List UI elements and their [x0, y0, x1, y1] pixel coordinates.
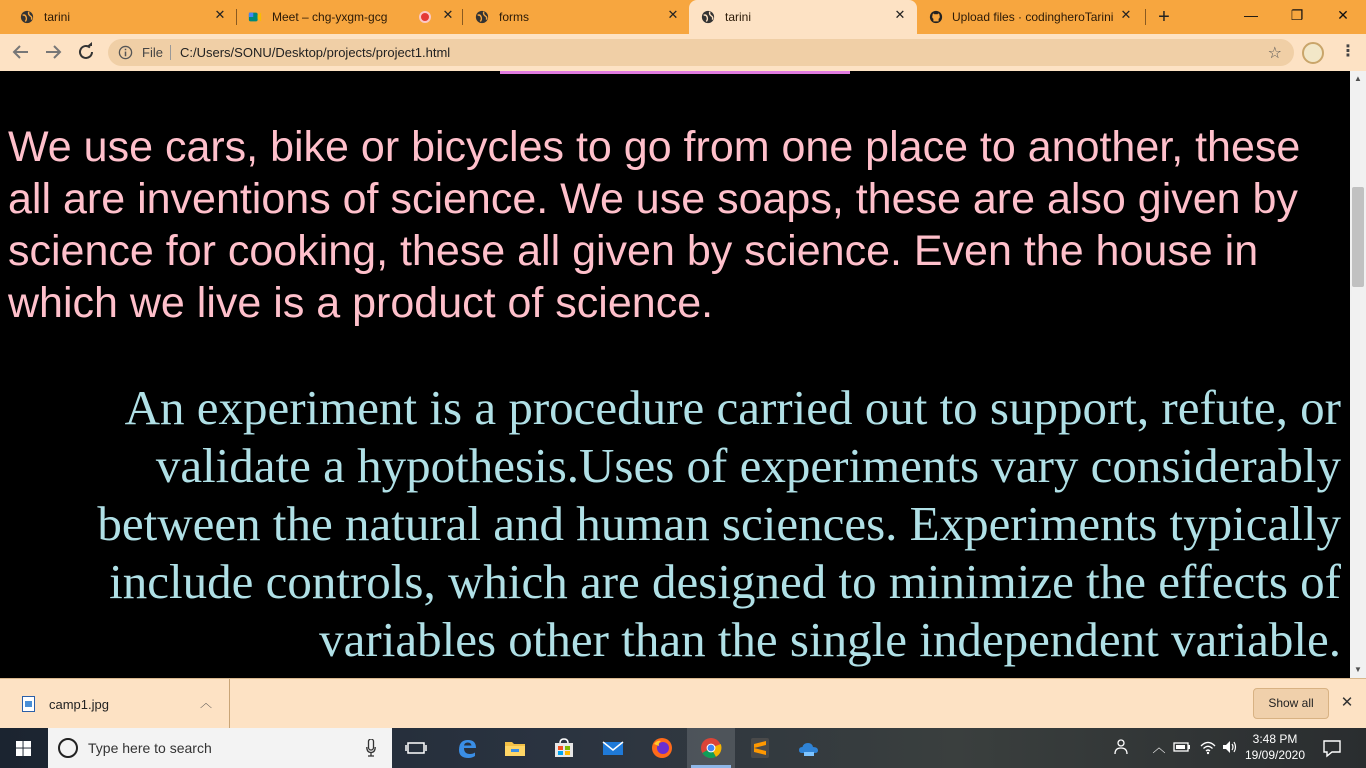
sublime-text-icon	[749, 737, 771, 759]
github-icon	[929, 10, 943, 24]
url-scheme-label: File	[142, 45, 163, 60]
people-icon[interactable]	[1114, 738, 1132, 758]
tab-title: Upload files · codingheroTarini	[952, 10, 1114, 24]
chrome-icon	[700, 737, 722, 759]
clock-time: 3:48 PM	[1252, 732, 1298, 746]
task-view-icon	[405, 737, 427, 759]
science-paragraph: We use cars, bike or bicycles to go from one place to another, these all are inventions of science. We use soaps, these are also given by science for cooking, these all given by science. Even the house in which we live is a product of science.	[8, 123, 1301, 327]
cloud-app-icon	[798, 737, 820, 759]
wifi-icon	[1199, 738, 1217, 756]
tab-separator	[1145, 9, 1146, 25]
clock-date: 19/09/2020	[1244, 748, 1306, 762]
taskbar-store[interactable]	[540, 728, 588, 768]
omnibox-divider	[170, 45, 171, 60]
tab-title: tarini	[725, 10, 752, 24]
page-scrollbar[interactable]	[1350, 71, 1366, 678]
speaker-icon	[1221, 738, 1239, 756]
microphone-icon[interactable]	[366, 739, 376, 757]
show-hidden-icons-chevron-icon[interactable]: ︿	[1152, 740, 1166, 755]
tab-tarini-1[interactable]	[0, 0, 236, 34]
notification-center-icon[interactable]	[1322, 738, 1342, 758]
tab-close-button[interactable]: ✕	[214, 7, 226, 22]
firefox-icon	[651, 737, 673, 759]
tab-close-button[interactable]: ✕	[442, 7, 454, 22]
person-icon	[1114, 738, 1132, 756]
system-clock[interactable]	[1240, 731, 1310, 767]
download-shelf	[0, 678, 1366, 728]
tab-title: Meet – chg-yxgm-gcg	[272, 10, 388, 24]
download-file-name[interactable]: camp1.jpg	[49, 697, 109, 712]
recording-indicator-icon	[419, 11, 431, 23]
battery-icon	[1173, 738, 1191, 756]
download-item[interactable]	[0, 679, 230, 729]
scroll-up-arrow-icon[interactable]: ▲	[1354, 74, 1362, 83]
wifi-icon[interactable]	[1199, 738, 1217, 758]
bookmark-star-icon[interactable]: ☆	[1267, 45, 1282, 62]
address-bar[interactable]	[108, 39, 1294, 66]
tab-close-button[interactable]: ✕	[1120, 7, 1132, 22]
url-text[interactable]: C:/Users/SONU/Desktop/projects/project1.html	[180, 45, 451, 60]
globe-icon	[701, 10, 715, 24]
new-tab-button[interactable]: +	[1158, 6, 1170, 28]
close-shelf-button[interactable]: ✕	[1340, 694, 1354, 711]
scroll-down-arrow-icon[interactable]: ▼	[1354, 665, 1362, 674]
chevron-up-icon[interactable]: ︿	[199, 696, 212, 710]
folder-icon	[504, 737, 526, 759]
reload-icon	[74, 40, 98, 64]
tab-github-upload[interactable]	[917, 0, 1145, 34]
page-viewport	[0, 71, 1350, 678]
tab-title: tarini	[44, 10, 71, 24]
experiment-paragraph: An experiment is a procedure carried out to support, refute, or validate a hypothesis.Uses of experiments vary considerably between the natural and human sciences. Experiments typically include controls, which are designed to minimize the effects of variables other than the single independent variable.	[97, 380, 1341, 667]
task-view-button[interactable]	[392, 728, 440, 768]
taskbar-sublime-text[interactable]	[736, 728, 784, 768]
taskbar-file-explorer[interactable]	[491, 728, 539, 768]
scroll-thumb[interactable]	[1352, 187, 1364, 287]
globe-icon	[475, 10, 489, 24]
profile-avatar[interactable]	[1302, 42, 1324, 64]
browser-menu-button[interactable]: ⋮	[1340, 43, 1356, 60]
reload-button[interactable]	[74, 40, 98, 64]
taskbar-firefox[interactable]	[638, 728, 686, 768]
meet-icon	[248, 10, 262, 24]
back-button[interactable]	[9, 40, 33, 64]
tab-close-button[interactable]: ✕	[667, 7, 679, 22]
volume-icon[interactable]	[1221, 738, 1239, 758]
tab-meet[interactable]	[228, 0, 462, 34]
minimize-button[interactable]: —	[1244, 7, 1258, 23]
browser-toolbar	[0, 34, 1366, 71]
start-button[interactable]	[0, 728, 48, 768]
image-file-icon	[22, 696, 35, 712]
search-placeholder: Type here to search	[88, 740, 212, 756]
edge-icon	[456, 737, 478, 759]
restore-button[interactable]: ❐	[1290, 7, 1304, 23]
windows-taskbar	[0, 728, 1366, 768]
taskbar-chrome[interactable]	[687, 728, 735, 768]
decorative-rule	[500, 71, 850, 74]
tab-forms[interactable]	[455, 0, 689, 34]
taskbar-onedrive-app[interactable]	[785, 728, 833, 768]
arrow-right-icon	[41, 40, 65, 64]
tab-title: forms	[499, 10, 529, 24]
tab-close-button[interactable]: ✕	[894, 7, 906, 22]
forward-button[interactable]	[41, 40, 65, 64]
show-all-button[interactable]: Show all	[1253, 688, 1329, 719]
tab-strip	[0, 0, 1366, 34]
taskbar-mail[interactable]	[589, 728, 637, 768]
info-icon[interactable]	[118, 45, 133, 60]
tab-tarini-active[interactable]	[689, 0, 917, 34]
taskbar-edge[interactable]	[443, 728, 491, 768]
mail-icon	[602, 737, 624, 759]
globe-icon	[20, 10, 34, 24]
search-icon	[58, 738, 78, 758]
battery-icon[interactable]	[1173, 738, 1191, 758]
taskbar-search-box[interactable]	[48, 728, 392, 768]
windows-logo-icon	[16, 741, 31, 756]
store-icon	[553, 737, 575, 759]
close-window-button[interactable]: ✕	[1337, 7, 1349, 23]
arrow-left-icon	[9, 40, 33, 64]
